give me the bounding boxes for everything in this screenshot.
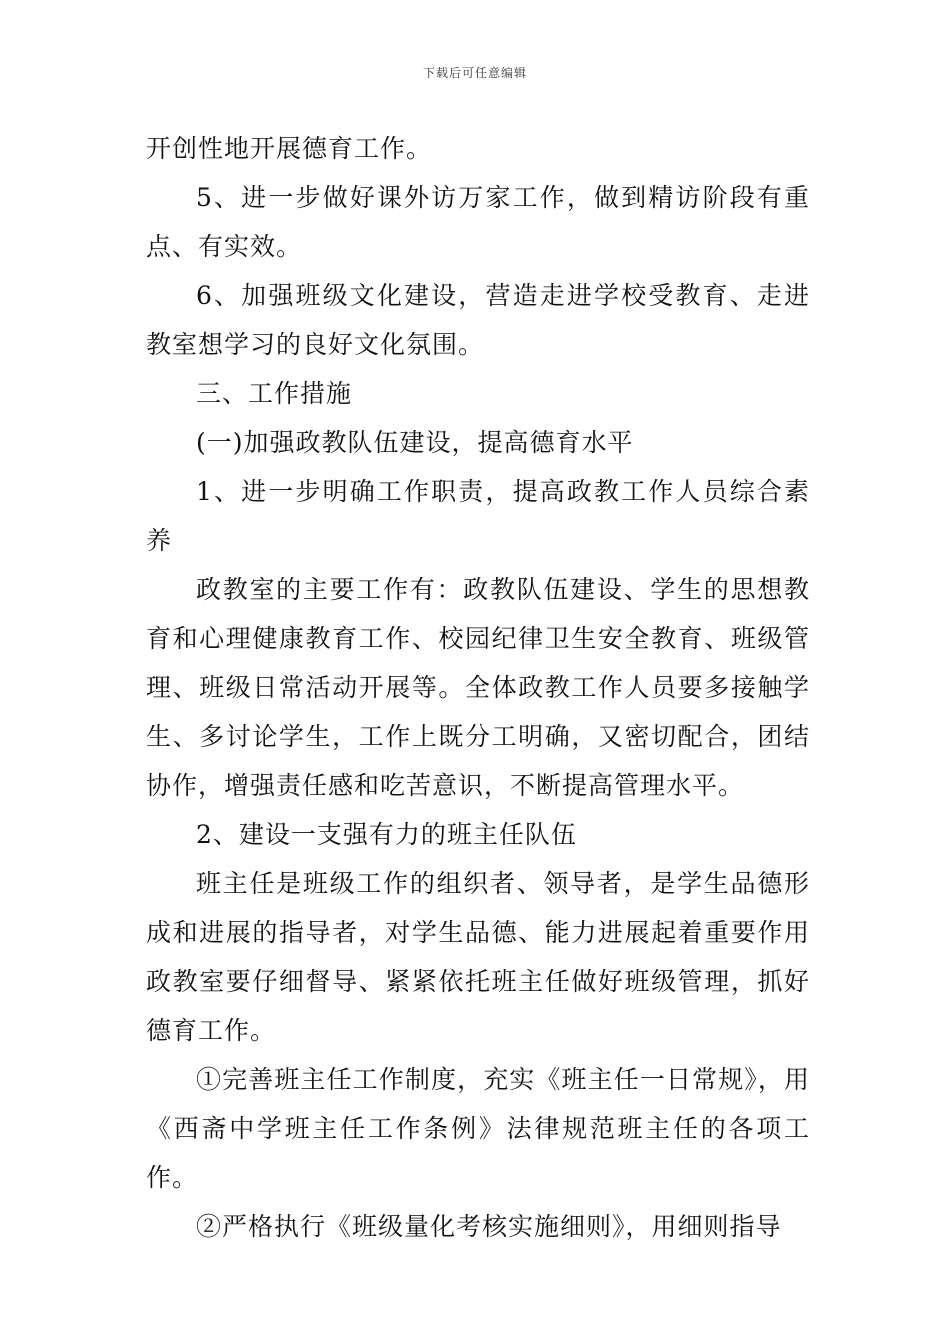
- paragraph-10: ①完善班主任工作制度，充实《班主任一日常规》，用《西斋中学班主任工作条例》法律规范班主任的各项工作。: [146, 1065, 810, 1192]
- paragraph-9: 班主任是班级工作的组织者、领导者，是学生品德形成和进展的指导者，对学生品德、能力进展起着重要作用政教室要仔细督导、紧紧依托班主任做好班级管理，抓好德育工作。: [146, 869, 810, 1045]
- paragraph-3: 6、加强班级文化建设，营造走进学校受教育、走进教室想学习的良好文化氛围。: [146, 281, 810, 359]
- paragraph-1: 开创性地开展德育工作。: [146, 134, 433, 163]
- subsection-heading: (一)加强政教队伍建设，提高德育水平: [196, 428, 634, 457]
- paragraph-item-2: 2、建设一支强有力的班主任队伍: [196, 820, 577, 849]
- page-header: 下载后可任意编辑: [422, 66, 527, 80]
- section-heading: 三、工作措施: [196, 379, 353, 408]
- paragraph-11: ②严格执行《班级量化考核实施细则》，用细则指导: [196, 1212, 782, 1241]
- paragraph-2: 5、进一步做好课外访万家工作，做到精访阶段有重点、有实效。: [146, 183, 810, 261]
- paragraph-item-1: 1、进一步明确工作职责，提高政教工作人员综合素养: [146, 477, 810, 555]
- document-body: [146, 124, 810, 1251]
- paragraph-7: 政教室的主要工作有：政教队伍建设、学生的思想教育和心理健康教育工作、校园纪律卫生安全教育、班级管理、班级日常活动开展等。全体政教工作人员要多接触学生、多讨论学生，工作上既分工明确，又密切配合，团结协作，增强责任感和吃苦意识，不断提高管理水平。: [146, 575, 810, 800]
